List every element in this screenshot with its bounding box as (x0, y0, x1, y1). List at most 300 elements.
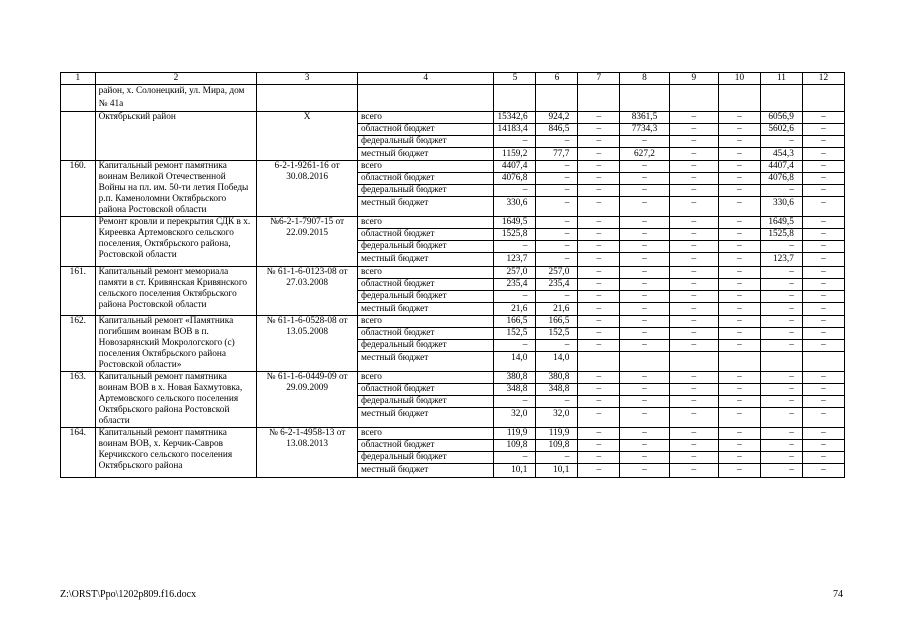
value-cell: – (620, 197, 669, 217)
value-cell: – (718, 302, 760, 316)
value-cell: – (578, 217, 620, 229)
value-cell: 348,8 (536, 384, 578, 396)
object-name: район, х. Солонецкий, ул. Мира, дом № 41а (95, 85, 257, 112)
row-number (61, 217, 96, 267)
value-cell: – (802, 185, 844, 197)
value-cell: – (718, 340, 760, 352)
value-cell: – (578, 123, 620, 135)
value-cell: 21,6 (536, 302, 578, 316)
budget-source: областной бюджет (358, 328, 494, 340)
value-cell: – (620, 161, 669, 173)
header-cell: 5 (494, 73, 536, 85)
value-cell: – (620, 290, 669, 302)
document-number: №6-2-1-7907-15 от 22.09.2015 (257, 217, 358, 267)
value-cell: 14,0 (494, 352, 536, 372)
value-cell: 32,0 (536, 408, 578, 428)
budget-source: всего (358, 111, 494, 123)
value-cell: 21,6 (494, 302, 536, 316)
header-cell: 8 (620, 73, 669, 85)
value-cell: – (620, 428, 669, 440)
value-cell: 119,9 (536, 428, 578, 440)
value-cell: – (494, 396, 536, 408)
budget-source: местный бюджет (358, 464, 494, 478)
value-cell: – (802, 328, 844, 340)
table-row (61, 217, 845, 229)
value-cell: – (718, 316, 760, 328)
value-cell: 4076,8 (494, 173, 536, 185)
value-cell: – (669, 111, 718, 123)
value-cell: – (578, 396, 620, 408)
value-cell: – (802, 396, 844, 408)
value-cell: – (802, 464, 844, 478)
value-cell: – (718, 111, 760, 123)
value-cell: 6056,9 (760, 111, 802, 123)
value-cell: – (578, 372, 620, 384)
document-number: № 61-1-6-0528-08 от 13.05.2008 (257, 316, 358, 372)
value-cell: – (718, 440, 760, 452)
value-cell: 924,2 (536, 111, 578, 123)
object-name: Капитальный ремонт «Памятника погибшим воинам ВОВ в п. Новозарянский Мокрологского (с) поселения Октябрьского района Ростовской области» (95, 316, 257, 372)
value-cell: – (669, 340, 718, 352)
header-cell: 9 (669, 73, 718, 85)
budget-source: областной бюджет (358, 384, 494, 396)
value-cell: – (669, 197, 718, 217)
value-cell: – (760, 340, 802, 352)
value-cell: 14183,4 (494, 123, 536, 135)
value-cell: – (669, 266, 718, 278)
empty-cell (669, 85, 718, 112)
value-cell: – (578, 428, 620, 440)
value-cell: – (536, 253, 578, 267)
value-cell: – (578, 408, 620, 428)
value-cell: – (802, 266, 844, 278)
budget-source: областной бюджет (358, 440, 494, 452)
object-name: Капитальный ремонт памятника воинам ВОВ, х. Керчик-Савров Керчикского сельского поселения Октябрьского района (95, 428, 257, 478)
header-cell: 10 (718, 73, 760, 85)
value-cell: 380,8 (536, 372, 578, 384)
budget-source: местный бюджет (358, 408, 494, 428)
value-cell: – (536, 241, 578, 253)
value-cell: 32,0 (494, 408, 536, 428)
object-name: Капитальный ремонт памятника воинам ВОВ в х. Новая Бахмутовка, Артемовского сельского поселения Октябрьского района Ростовской области (95, 372, 257, 428)
value-cell: – (760, 384, 802, 396)
budget-source: местный бюджет (358, 253, 494, 267)
value-cell: 123,7 (760, 253, 802, 267)
table-row (61, 111, 845, 123)
value-cell: – (578, 185, 620, 197)
value-cell: – (760, 396, 802, 408)
value-cell: – (669, 302, 718, 316)
empty-cell (718, 85, 760, 112)
value-cell: – (578, 302, 620, 316)
value-cell: – (802, 111, 844, 123)
budget-source: федеральный бюджет (358, 452, 494, 464)
value-cell: – (718, 452, 760, 464)
value-cell: – (760, 185, 802, 197)
table-row (61, 85, 845, 112)
value-cell: – (620, 173, 669, 185)
value-cell: – (669, 135, 718, 147)
value-cell: – (620, 408, 669, 428)
value-cell: – (669, 173, 718, 185)
value-cell: – (578, 111, 620, 123)
value-cell: 348,8 (494, 384, 536, 396)
value-cell: – (536, 290, 578, 302)
value-cell: – (760, 408, 802, 428)
document-number: Х (257, 111, 358, 161)
value-cell: – (760, 440, 802, 452)
value-cell: – (760, 372, 802, 384)
value-cell: – (620, 464, 669, 478)
budget-source: федеральный бюджет (358, 241, 494, 253)
value-cell: – (760, 464, 802, 478)
budget-source: всего (358, 217, 494, 229)
budget-source: всего (358, 161, 494, 173)
row-number: 163. (61, 372, 96, 428)
budget-table (60, 72, 845, 478)
value-cell: – (536, 340, 578, 352)
value-cell: – (578, 135, 620, 147)
value-cell: – (620, 302, 669, 316)
header-cell: 11 (760, 73, 802, 85)
value-cell: – (536, 173, 578, 185)
budget-source: федеральный бюджет (358, 396, 494, 408)
value-cell: – (760, 452, 802, 464)
value-cell: – (802, 408, 844, 428)
value-cell: – (578, 266, 620, 278)
value-cell: – (669, 428, 718, 440)
value-cell: 152,5 (494, 328, 536, 340)
value-cell: – (620, 241, 669, 253)
value-cell: – (578, 161, 620, 173)
value-cell: – (536, 161, 578, 173)
value-cell: 77,7 (536, 147, 578, 161)
document-number: 6-2-1-9261-16 от 30.08.2016 (257, 161, 358, 217)
value-cell: 257,0 (536, 266, 578, 278)
value-cell: – (620, 278, 669, 290)
value-cell: 166,5 (536, 316, 578, 328)
value-cell: – (494, 135, 536, 147)
object-name: Капитальный ремонт мемориала памяти в ст. Кривянская Кривянского сельского поселения Октябрьского района Ростовской области (95, 266, 257, 316)
value-cell: 14,0 (536, 352, 578, 372)
value-cell: – (718, 217, 760, 229)
value-cell: – (620, 185, 669, 197)
value-cell: – (669, 408, 718, 428)
value-cell: – (718, 147, 760, 161)
value-cell: – (669, 253, 718, 267)
value-cell: 10,1 (494, 464, 536, 478)
table-row (61, 428, 845, 440)
value-cell: 257,0 (494, 266, 536, 278)
budget-source: федеральный бюджет (358, 185, 494, 197)
value-cell: – (802, 241, 844, 253)
value-cell: 235,4 (536, 278, 578, 290)
value-cell: – (760, 278, 802, 290)
value-cell: – (760, 290, 802, 302)
table-row (61, 316, 845, 328)
page-number: 74 (833, 589, 843, 600)
value-cell (760, 352, 802, 372)
header-cell: 2 (95, 73, 257, 85)
row-number: 162. (61, 316, 96, 372)
value-cell (578, 352, 620, 372)
empty-cell (802, 85, 844, 112)
value-cell: – (802, 440, 844, 452)
object-name: Октябрьский район (95, 111, 257, 161)
value-cell: – (802, 217, 844, 229)
value-cell: – (802, 229, 844, 241)
value-cell: – (802, 173, 844, 185)
value-cell: – (669, 372, 718, 384)
value-cell: – (620, 217, 669, 229)
budget-source: областной бюджет (358, 123, 494, 135)
value-cell: – (578, 229, 620, 241)
value-cell: – (718, 135, 760, 147)
value-cell: 166,5 (494, 316, 536, 328)
value-cell: – (802, 428, 844, 440)
value-cell: – (536, 229, 578, 241)
value-cell: 109,8 (494, 440, 536, 452)
value-cell: – (620, 372, 669, 384)
value-cell: – (669, 396, 718, 408)
budget-source: всего (358, 316, 494, 328)
value-cell: – (578, 340, 620, 352)
value-cell: – (802, 253, 844, 267)
value-cell: 1649,5 (494, 217, 536, 229)
value-cell: 123,7 (494, 253, 536, 267)
header-cell: 6 (536, 73, 578, 85)
value-cell: – (802, 123, 844, 135)
value-cell (718, 352, 760, 372)
value-cell: – (578, 464, 620, 478)
value-cell: – (802, 452, 844, 464)
value-cell: – (669, 464, 718, 478)
document-number: № 6-2-1-4958-13 от 13.08.2013 (257, 428, 358, 478)
value-cell: – (620, 440, 669, 452)
value-cell: 7734,3 (620, 123, 669, 135)
object-name: Ремонт кровли и перекрытия СДК в х. Киреевка Артемовского сельского поселения, Октябрьского района, Ростовской области (95, 217, 257, 267)
value-cell: – (718, 161, 760, 173)
value-cell: – (494, 290, 536, 302)
budget-source: всего (358, 266, 494, 278)
value-cell: – (620, 396, 669, 408)
value-cell: – (620, 253, 669, 267)
header-cell: 7 (578, 73, 620, 85)
header-cell: 3 (257, 73, 358, 85)
value-cell: – (669, 123, 718, 135)
value-cell: – (669, 278, 718, 290)
value-cell: – (578, 328, 620, 340)
value-cell: – (802, 161, 844, 173)
value-cell: 4407,4 (494, 161, 536, 173)
budget-source: местный бюджет (358, 302, 494, 316)
value-cell: – (802, 135, 844, 147)
empty-cell (536, 85, 578, 112)
value-cell: – (620, 328, 669, 340)
row-number (61, 111, 96, 161)
value-cell: – (802, 147, 844, 161)
value-cell: 10,1 (536, 464, 578, 478)
footer-file-path: Z:\ORST\Ppo\1202p809.f16.docx (60, 589, 197, 600)
value-cell: – (718, 229, 760, 241)
value-cell: – (718, 123, 760, 135)
value-cell: 109,8 (536, 440, 578, 452)
value-cell: – (620, 316, 669, 328)
row-number: 161. (61, 266, 96, 316)
value-cell: – (669, 452, 718, 464)
value-cell: – (536, 396, 578, 408)
row-number: 164. (61, 428, 96, 478)
empty-cell (578, 85, 620, 112)
budget-source: областной бюджет (358, 278, 494, 290)
value-cell: – (802, 340, 844, 352)
value-cell: – (669, 217, 718, 229)
row-number (61, 85, 96, 112)
value-cell: – (718, 253, 760, 267)
value-cell: 330,6 (760, 197, 802, 217)
value-cell: – (620, 135, 669, 147)
value-cell (620, 352, 669, 372)
value-cell: – (760, 241, 802, 253)
budget-source: областной бюджет (358, 229, 494, 241)
value-cell: – (760, 266, 802, 278)
document-number (257, 85, 358, 112)
value-cell: – (536, 452, 578, 464)
value-cell: 330,6 (494, 197, 536, 217)
value-cell: – (494, 185, 536, 197)
value-cell: – (669, 147, 718, 161)
value-cell: – (578, 173, 620, 185)
value-cell: – (718, 408, 760, 428)
value-cell: – (718, 328, 760, 340)
value-cell: 627,2 (620, 147, 669, 161)
budget-source: местный бюджет (358, 197, 494, 217)
value-cell: 152,5 (536, 328, 578, 340)
value-cell: – (536, 217, 578, 229)
value-cell: 1649,5 (760, 217, 802, 229)
budget-source: областной бюджет (358, 173, 494, 185)
value-cell: – (669, 161, 718, 173)
empty-cell (494, 85, 536, 112)
value-cell: – (669, 440, 718, 452)
budget-source: местный бюджет (358, 352, 494, 372)
value-cell: – (578, 253, 620, 267)
header-cell: 12 (802, 73, 844, 85)
value-cell: 119,9 (494, 428, 536, 440)
value-cell: – (802, 372, 844, 384)
value-cell: – (669, 290, 718, 302)
value-cell: – (760, 328, 802, 340)
value-cell: – (578, 316, 620, 328)
value-cell: – (718, 396, 760, 408)
value-cell: 380,8 (494, 372, 536, 384)
value-cell: – (802, 197, 844, 217)
budget-source: местный бюджет (358, 147, 494, 161)
value-cell: 15342,6 (494, 111, 536, 123)
value-cell: – (669, 316, 718, 328)
header-row (61, 73, 845, 85)
value-cell: – (718, 266, 760, 278)
value-cell: 454,3 (760, 147, 802, 161)
value-cell: – (760, 316, 802, 328)
value-cell: – (669, 185, 718, 197)
value-cell: – (802, 316, 844, 328)
table-row (61, 266, 845, 278)
value-cell: 235,4 (494, 278, 536, 290)
budget-source: федеральный бюджет (358, 340, 494, 352)
value-cell: – (760, 135, 802, 147)
budget-source: всего (358, 372, 494, 384)
value-cell: – (802, 384, 844, 396)
header-cell: 4 (358, 73, 494, 85)
table-row (61, 372, 845, 384)
empty-cell (760, 85, 802, 112)
object-name: Капитальный ремонт памятника воинам Великой Отечественной Войны на пл. им. 50-ти летия Победы р.п. Каменоломни Октябрьского района Ростовской области (95, 161, 257, 217)
value-cell: – (718, 384, 760, 396)
value-cell: 4076,8 (760, 173, 802, 185)
empty-cell (620, 85, 669, 112)
value-cell: 1159,2 (494, 147, 536, 161)
value-cell: 8361,5 (620, 111, 669, 123)
value-cell: – (802, 290, 844, 302)
document-number: № 61-1-6-0449-09 от 29.09.2009 (257, 372, 358, 428)
value-cell: – (620, 452, 669, 464)
budget-source: всего (358, 428, 494, 440)
value-cell: – (536, 135, 578, 147)
value-cell: – (669, 384, 718, 396)
value-cell: – (536, 197, 578, 217)
budget-source: федеральный бюджет (358, 135, 494, 147)
value-cell: – (620, 340, 669, 352)
value-cell: – (718, 278, 760, 290)
table-row (61, 161, 845, 173)
row-number: 160. (61, 161, 96, 217)
value-cell: – (578, 278, 620, 290)
value-cell: – (578, 241, 620, 253)
value-cell: – (718, 290, 760, 302)
header-cell: 1 (61, 73, 96, 85)
value-cell: – (494, 452, 536, 464)
value-cell: – (760, 428, 802, 440)
empty-cell (358, 85, 494, 112)
value-cell: 1525,8 (494, 229, 536, 241)
value-cell: – (718, 241, 760, 253)
budget-source: федеральный бюджет (358, 290, 494, 302)
value-cell: – (718, 197, 760, 217)
value-cell: – (578, 440, 620, 452)
value-cell (802, 352, 844, 372)
value-cell: – (760, 302, 802, 316)
value-cell: – (669, 328, 718, 340)
value-cell: – (669, 241, 718, 253)
value-cell: – (494, 340, 536, 352)
value-cell: 846,5 (536, 123, 578, 135)
value-cell: – (620, 266, 669, 278)
value-cell: – (802, 278, 844, 290)
value-cell: 4407,4 (760, 161, 802, 173)
value-cell (669, 352, 718, 372)
value-cell: – (718, 372, 760, 384)
document-number: № 61-1-6-0123-08 от 27.03.2008 (257, 266, 358, 316)
value-cell: – (578, 147, 620, 161)
value-cell: 5602,6 (760, 123, 802, 135)
value-cell: – (718, 185, 760, 197)
value-cell: – (578, 384, 620, 396)
value-cell: – (578, 290, 620, 302)
value-cell: – (802, 302, 844, 316)
value-cell: – (578, 197, 620, 217)
value-cell: – (578, 452, 620, 464)
